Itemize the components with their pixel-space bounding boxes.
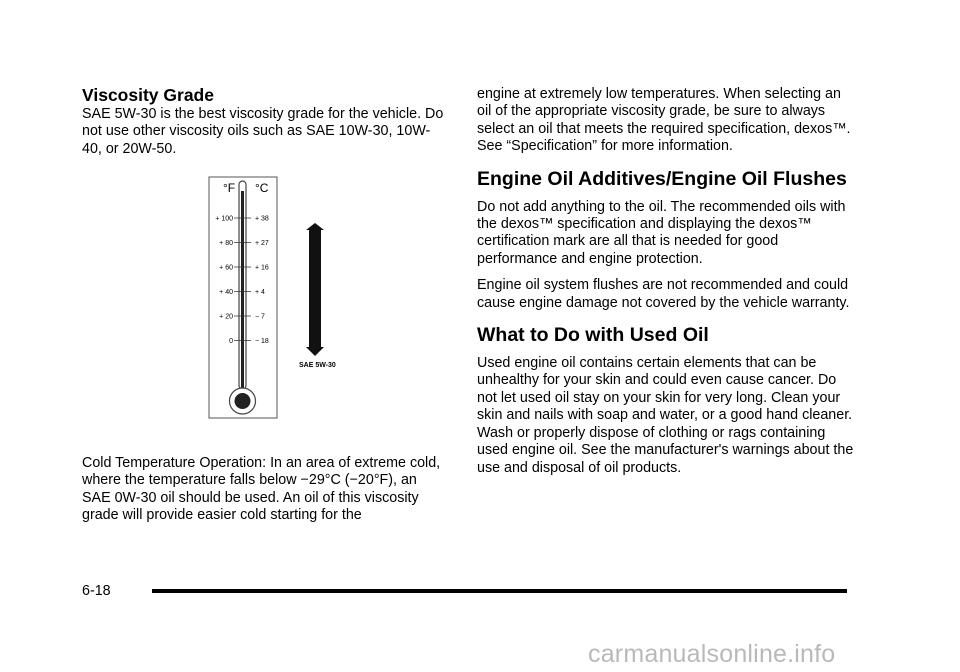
left-column — [82, 85, 447, 167]
celsius-unit-label: °C — [255, 181, 269, 195]
page-number: 6-18 — [82, 583, 111, 599]
celsius-tick-label: + 38 — [255, 215, 269, 223]
thermometer-illustration — [205, 175, 345, 420]
fahrenheit-tick-label: + 40 — [219, 289, 233, 296]
oil-range-label: SAE 5W-30 — [299, 362, 336, 369]
oil-range-arrow — [306, 223, 324, 356]
used-oil-paragraph: Used engine oil contains certain elements that can be unhealthy for your skin and could even cause cancer. Do not let used oil stay on your skin for very long. Clean your skin and nails with soap and water, or a good hand cleaner. Wash or properly dispose of clothing or rags containing used engine oil. See the manufacturer's warnings about the use and disposal of oil products. — [477, 355, 854, 476]
fahrenheit-tick-label: + 20 — [219, 313, 233, 321]
celsius-tick-label: − 7 — [255, 313, 265, 321]
celsius-tick-label: + 16 — [255, 264, 269, 272]
fahrenheit-tick-label: + 80 — [219, 240, 233, 247]
flushes-paragraph: Engine oil system flushes are not recommended and could cause engine damage not covered by the vehicle warranty. — [477, 277, 850, 311]
additives-paragraph: Do not add anything to the oil. The recommended oils with the dexos™ specification and displaying the dexos™ certification mark are all that is needed for good performance and engine protection. — [477, 198, 846, 267]
additives-heading: Engine Oil Additives/Engine Oil Flushes — [477, 167, 847, 190]
footer-rule — [152, 589, 847, 593]
celsius-tick-label: − 18 — [255, 338, 269, 345]
cold-temperature-block — [82, 455, 447, 534]
celsius-tick-label: + 4 — [255, 289, 265, 296]
fahrenheit-tick-label: + 100 — [215, 215, 233, 223]
right-column — [477, 86, 857, 486]
used-oil-heading: What to Do with Used Oil — [477, 324, 709, 347]
viscosity-intro-paragraph: SAE 5W-30 is the best viscosity grade for the vehicle. Do not use other viscosity oils such as SAE 10W-30, 10W-40, or 20W-50. — [82, 106, 444, 157]
viscosity-grade-heading: Viscosity Grade — [82, 85, 214, 105]
fahrenheit-unit-label: °F — [223, 181, 236, 195]
watermark-text: carmanualsonline.info — [588, 640, 836, 668]
cold-temperature-paragraph: Cold Temperature Operation: In an area of extreme cold, where the temperature falls below −29°C (−20°F), an SAE 0W-30 oil should be used. An oil of this viscosity grade will provide easier cold starting for the — [82, 455, 441, 524]
fahrenheit-tick-label: 0 — [229, 338, 233, 345]
viscosity-thermometer-figure — [205, 175, 345, 420]
continued-paragraph: engine at extremely low temperatures. When selecting an oil of the appropriate viscosity grade, be sure to always select an oil that meets the required specification, dexos™. See “Specification” for more information. — [477, 86, 851, 155]
celsius-tick-label: + 27 — [255, 240, 269, 247]
fahrenheit-tick-label: + 60 — [219, 264, 233, 272]
